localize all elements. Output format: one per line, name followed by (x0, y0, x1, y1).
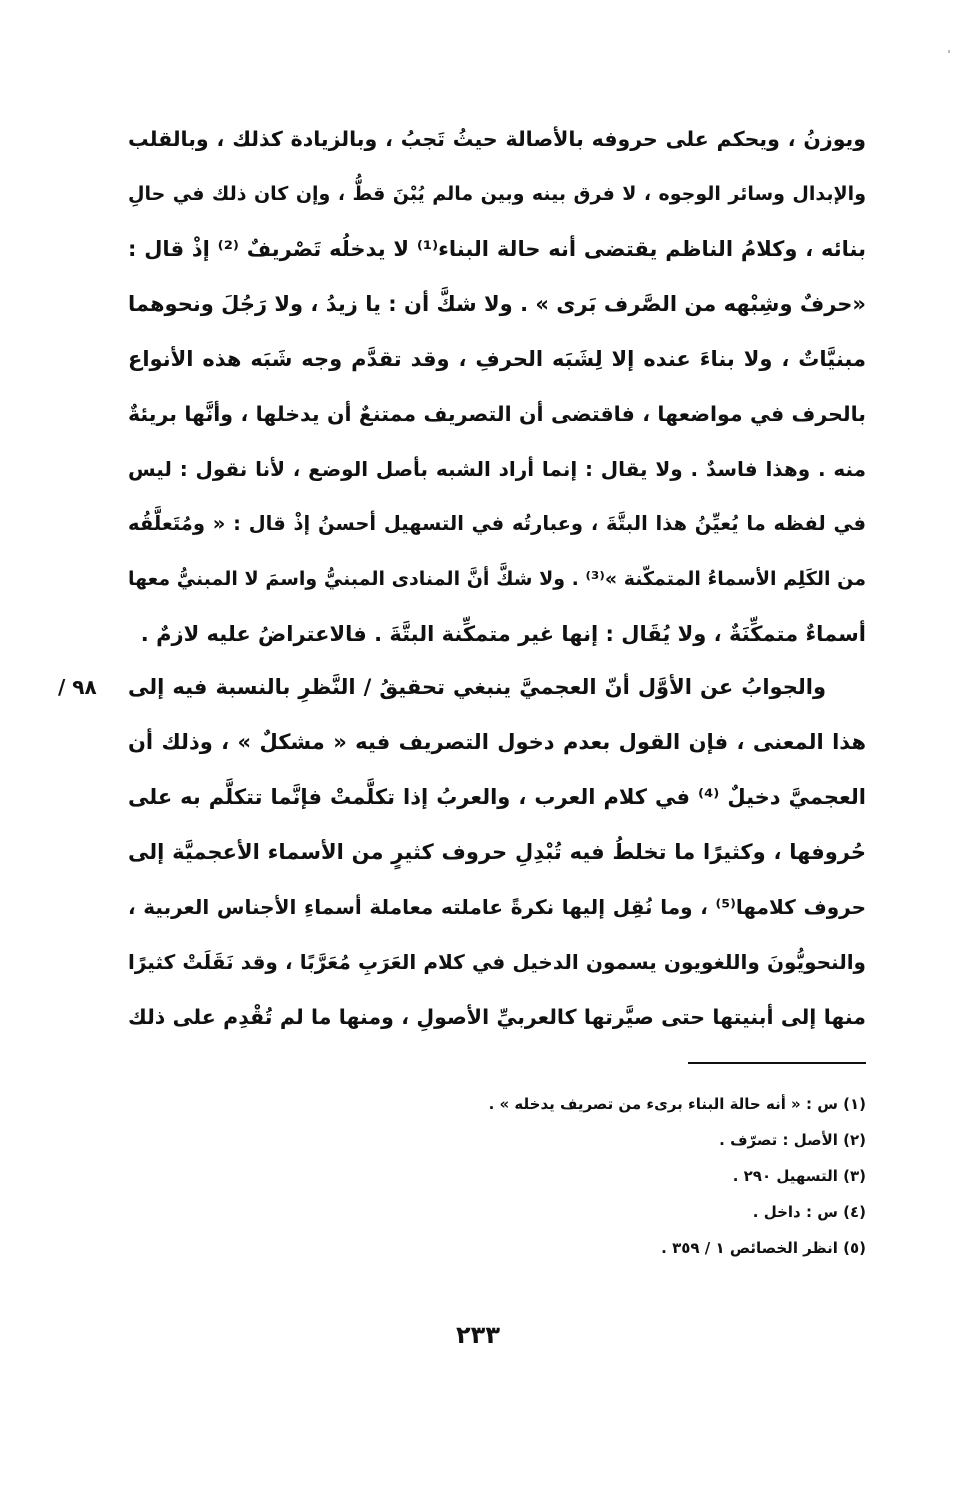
body-line-14: حُروفها ، وكثيرًا ما تخلطُ فيه تُبْدِلِ حروف كثيرٍ من الأسماء الأعجميَّة إلى (128, 840, 866, 864)
body-line-10: أسماءٌ متمكِّنَةٌ ، ولا يُقَال : إنها غير متمكِّنة البتَّةَ . فالاعتراضُ عليه لازمٌ . (140, 622, 866, 646)
body-line-4: «حرفٌ وشِبْهه من الصَّرف بَرى » . ولا شكَّ أن : يا زيدُ ، ولا رَجُلَ ونحوهما (128, 292, 866, 316)
body-line-1: ويوزنُ ، ويحكم على حروفه بالأصالة حيثُ تَجبُ ، وبالزيادة كذلك ، وبالقلب (128, 127, 866, 151)
body-line-7: منه . وهذا فاسدٌ . ولا يقال : إنما أراد الشبه بأصل الوضع ، لأنا نقول : ليس (128, 457, 866, 481)
footnote-1: (١) س : « أنه حالة البناء برىء من تصريف يدخله » . (488, 1095, 866, 1113)
body-line-5: مبنيَّاتٌ ، ولا بناءَ عنده إلا لِشَبَه الحرفِ ، وقد تقدَّم وجه شَبَه هذه الأنواع (128, 347, 866, 371)
margin-folio-note: ٩٨ / (58, 675, 97, 699)
body-line-9: من الكَلِم الأسماءُ المتمكّنة »⁽³⁾ . ولا شكَّ أنَّ المنادى المبنيُّ واسمَ لا المبنيُّ معها (128, 568, 866, 590)
scan-speck (948, 50, 950, 53)
body-line-8: في لفظه ما يُعيِّنُ هذا البتَّةَ ، وعبارتُه في التسهيل أحسنُ إذْ قال : « ومُتَعلَّقُه (128, 512, 866, 535)
page-number: ٢٣٣ (456, 1321, 500, 1349)
body-line-2: والإبدال وسائر الوجوه ، لا فرق بينه وبين مالم يُبْنَ قطُّ ، وإن كان ذلك في حالِ (128, 183, 866, 205)
body-line-12: هذا المعنى ، فإن القول بعدم دخول التصريف فيه « مشكلٌ » ، وذلك أن (128, 730, 866, 754)
footnote-4: (٤) س : داخل . (752, 1203, 866, 1221)
body-line-16: والنحويُّونَ واللغويون يسمون الدخيل في كلام العَرَبِ مُعَرَّبًا ، وقد نَقَلَتْ كثيرًا (128, 950, 866, 974)
footnote-separator (688, 1062, 866, 1064)
body-line-17: منها إلى أبنيتها حتى صيَّرتها كالعربيِّ الأصولِ ، ومنها ما لم تُقْدِم على ذلك (128, 1005, 866, 1029)
body-line-11: والجوابُ عن الأوَّل أنّ العجميَّ ينبغي تحقيقُ / النَّظرِ بالنسبة فيه إلى (128, 675, 826, 699)
footnote-2: (٢) الأصل : تصرّف . (719, 1131, 866, 1149)
body-line-3: بنائه ، وكلامُ الناظم يقتضى أنه حالة البناء⁽¹⁾ لا يدخلُه تَصْريفٌ ⁽²⁾ إذْ قال : (128, 237, 866, 261)
footnote-5: (٥) انظر الخصائص ١ / ٣٥٩ . (661, 1239, 866, 1257)
footnote-3: (٣) التسهيل ٢٩٠ . (732, 1167, 866, 1185)
body-line-15: حروف كلامها⁽⁵⁾ ، وما نُقِل إليها نكرةً عاملته معاملة أسماءِ الأجناس العربية ، (128, 895, 866, 919)
body-line-13: العجميَّ دخيلٌ ⁽⁴⁾ في كلام العرب ، والعربُ إذا تكلَّمتْ فإنَّما تتكلَّم به على (128, 785, 866, 809)
body-line-6: بالحرف في مواضعها ، فاقتضى أن التصريف ممتنعٌ أن يدخلها ، وأنَّها بريئةٌ (128, 402, 866, 426)
